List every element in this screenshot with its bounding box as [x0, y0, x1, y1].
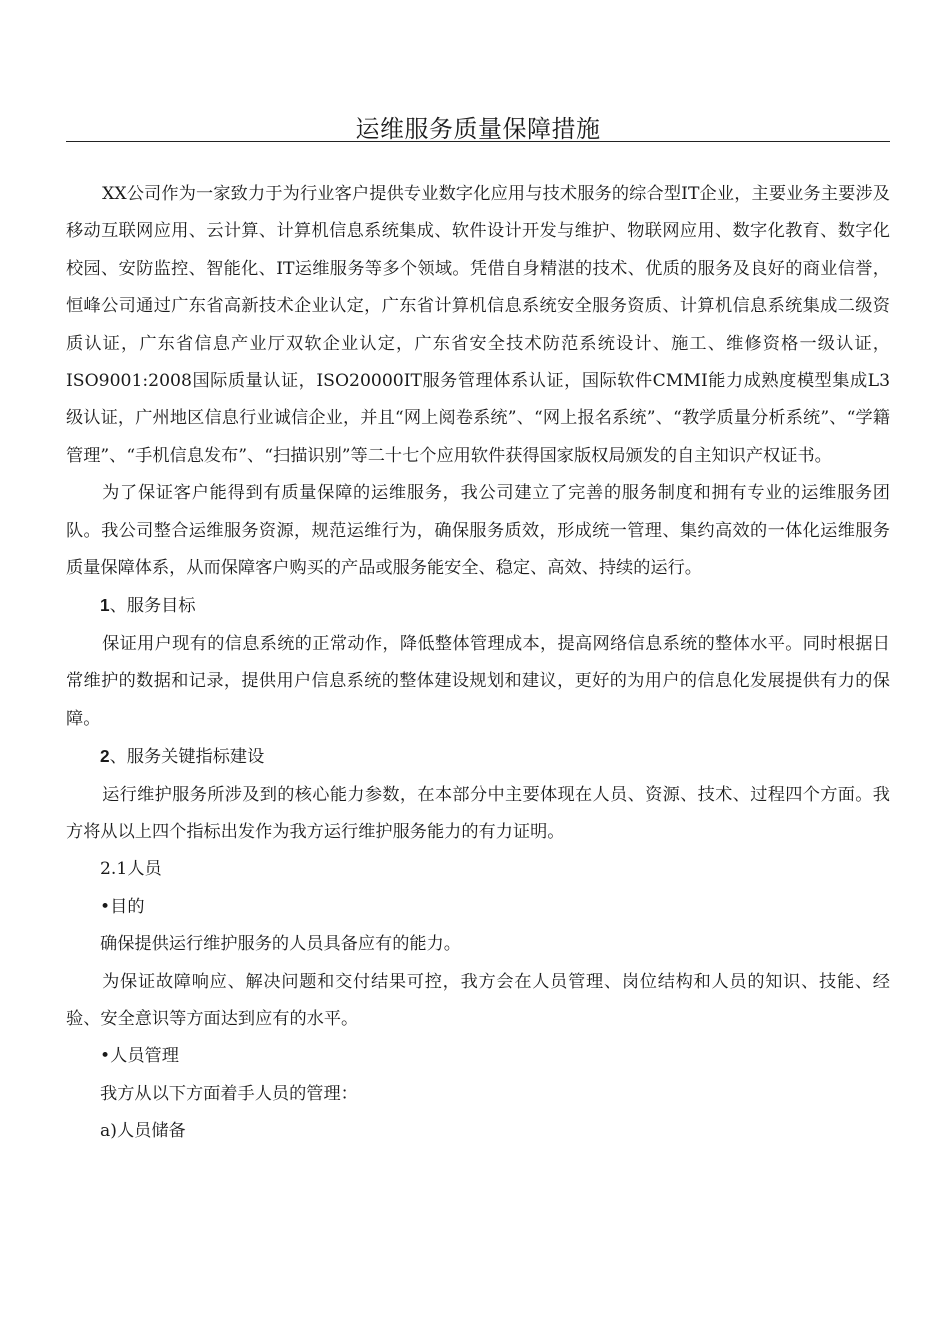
- paragraph-guarantee: 为了保证客户能得到有质量保障的运维服务，我公司建立了完善的服务制度和拥有专业的运维服务团队。我公司整合运维服务资源，规范运维行为，确保服务质效，形成统一管理、集约高效的一体化运维服务质量保障体系，从而保障客户购买的产品或服务能安全、稳定、高效、持续的运行。: [66, 483, 890, 579]
- paragraph-key-indicators: 运行维护服务所涉及到的核心能力参数，在本部分中主要体现在人员、资源、技术、过程四个方面。我方将从以上四个指标出发作为我方运行维护服务能力的有力证明。: [66, 784, 890, 842]
- paragraph-intro: XX公司作为一家致力于为行业客户提供专业数字化应用与技术服务的综合型IT企业，主要业务主要涉及移动互联网应用、云计算、计算机信息系统集成、软件设计开发与维护、物联网应用、数字化教育、数字化校园、安防监控、智能化、IT运维服务等多个领域。凭借自身精湛的技术、优质的服务及良好的商业信誉，恒峰公司通过广东省高新技术企业认定，广东省计算机信息系统安全服务资质、计算机信息系统集成二级资质认证，广东省信息产业厅双软企业认定，广东省安全技术防范系统设计、施工、维修资格一级认证，ISO9001:2008国际质量认证，ISO20000IT服务管理体系认证，国际软件CMMI能力成熟度模型集成L3级认证，广州地区信息行业诚信企业，并且“网上阅卷系统”、“网上报名系统”、“教学质量分析系统”、“学籍管理”、“手机信息发布”、“扫描识别”等二十七个应用软件获得国家版权局颁发的自主知识产权证书。: [66, 184, 890, 466]
- title-underline: [66, 141, 890, 142]
- section-number: 1: [100, 595, 110, 616]
- paragraph-personnel-management: 我方从以下方面着手人员的管理：: [100, 1083, 358, 1104]
- subsection-heading-personnel: 2.1人员: [100, 859, 162, 880]
- page-title: 运维服务质量保障措施: [355, 115, 601, 143]
- list-item-staff-reserve: a)人员储备: [100, 1121, 186, 1142]
- section-heading-service-goal: [66, 587, 890, 625]
- paragraph-goal-detail: 为保证故障响应、解决问题和交付结果可控，我方会在人员管理、岗位结构和人员的知识、技能、经验、安全意识等方面达到应有的水平。: [66, 971, 890, 1029]
- paragraph-service-goal: 保证用户现有的信息系统的正常动作，降低整体管理成本，提高网络信息系统的整体水平。同时根据日常维护的数据和记录，提供用户信息系统的整体建设规划和建议，更好的为用户的信息化发展提供有力的保障。: [66, 633, 890, 729]
- bullet-goal-label: •目的: [100, 896, 145, 917]
- section-heading-text: 、服务关键指标建设: [109, 747, 265, 768]
- paragraph-goal-body: 确保提供运行维护服务的人员具备应有的能力。: [100, 934, 461, 955]
- section-heading-text: 、服务目标: [109, 596, 196, 617]
- document-body: [66, 176, 890, 1151]
- section-number: 2: [100, 746, 110, 767]
- bullet-personnel-management-label: •人员管理: [100, 1046, 179, 1067]
- section-heading-key-indicators: [66, 738, 890, 776]
